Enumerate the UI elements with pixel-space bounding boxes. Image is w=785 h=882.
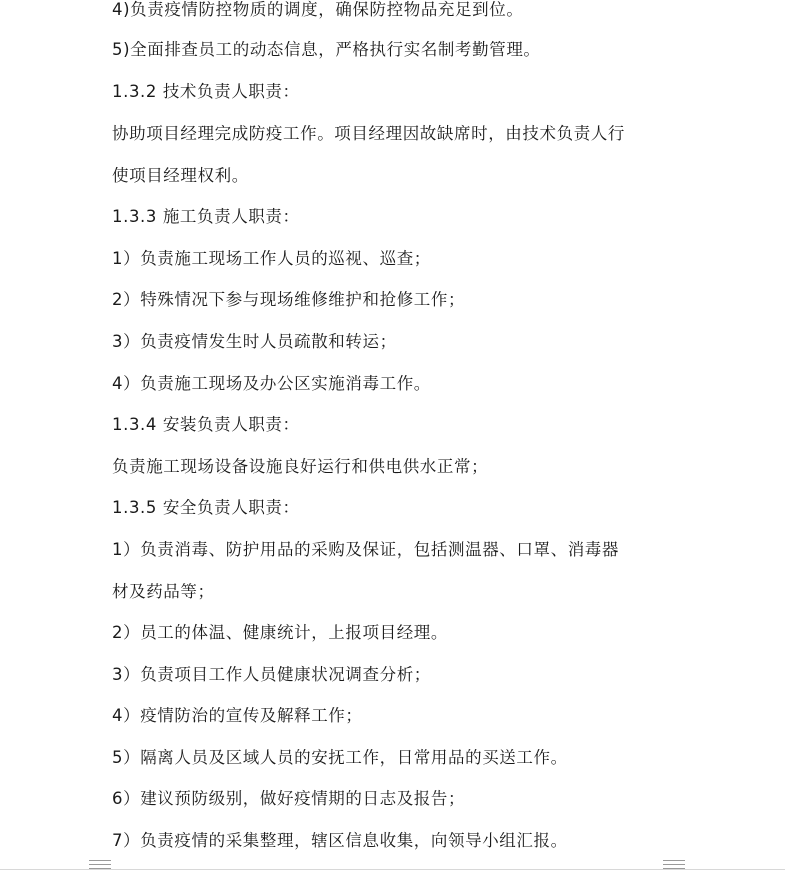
list-item: 2）员工的体温、健康统计，上报项目经理。	[112, 623, 448, 642]
list-item: 2）特殊情况下参与现场维修维护和抢修工作；	[112, 290, 466, 309]
list-item: 5）隔离人员及区域人员的安抚工作，日常用品的买送工作。	[112, 748, 568, 767]
page-break-right-icon	[663, 860, 685, 874]
list-item: 1）负责施工现场工作人员的巡视、巡查；	[112, 249, 431, 268]
section-heading: 1.3.5 安全负责人职责：	[112, 498, 300, 517]
list-item: 4)负责疫情防控物质的调度，确保防控物品充足到位。	[112, 0, 524, 19]
paragraph: 负责施工现场设备设施良好运行和供电供水正常；	[112, 457, 489, 476]
list-item: 4）负责施工现场及办公区实施消毒工作。	[112, 374, 431, 393]
section-heading: 1.3.2 技术负责人职责：	[112, 82, 300, 101]
list-item: 6）建议预防级别，做好疫情期的日志及报告；	[112, 789, 466, 808]
list-item-continuation: 材及药品等；	[112, 582, 215, 601]
list-item: 1）负责消毒、防护用品的采购及保证，包括测温器、口罩、消毒器	[112, 540, 619, 559]
section-heading: 1.3.3 施工负责人职责：	[112, 207, 300, 226]
list-item: 5)全面排查员工的动态信息，严格执行实名制考勤管理。	[112, 40, 541, 59]
page-break-left-icon	[89, 860, 111, 874]
paragraph: 协助项目经理完成防疫工作。项目经理因故缺席时，由技术负责人行	[112, 124, 625, 143]
paragraph: 使项目经理权利。	[112, 166, 249, 185]
list-item: 4）疫情防治的宣传及解释工作；	[112, 706, 363, 725]
list-item: 3）负责项目工作人员健康状况调查分析；	[112, 665, 431, 684]
section-heading: 1.3.4 安装负责人职责：	[112, 415, 300, 434]
page-bottom-divider	[0, 869, 785, 870]
list-item: 3）负责疫情发生时人员疏散和转运；	[112, 332, 397, 351]
list-item: 7）负责疫情的采集整理，辖区信息收集，向领导小组汇报。	[112, 831, 568, 850]
